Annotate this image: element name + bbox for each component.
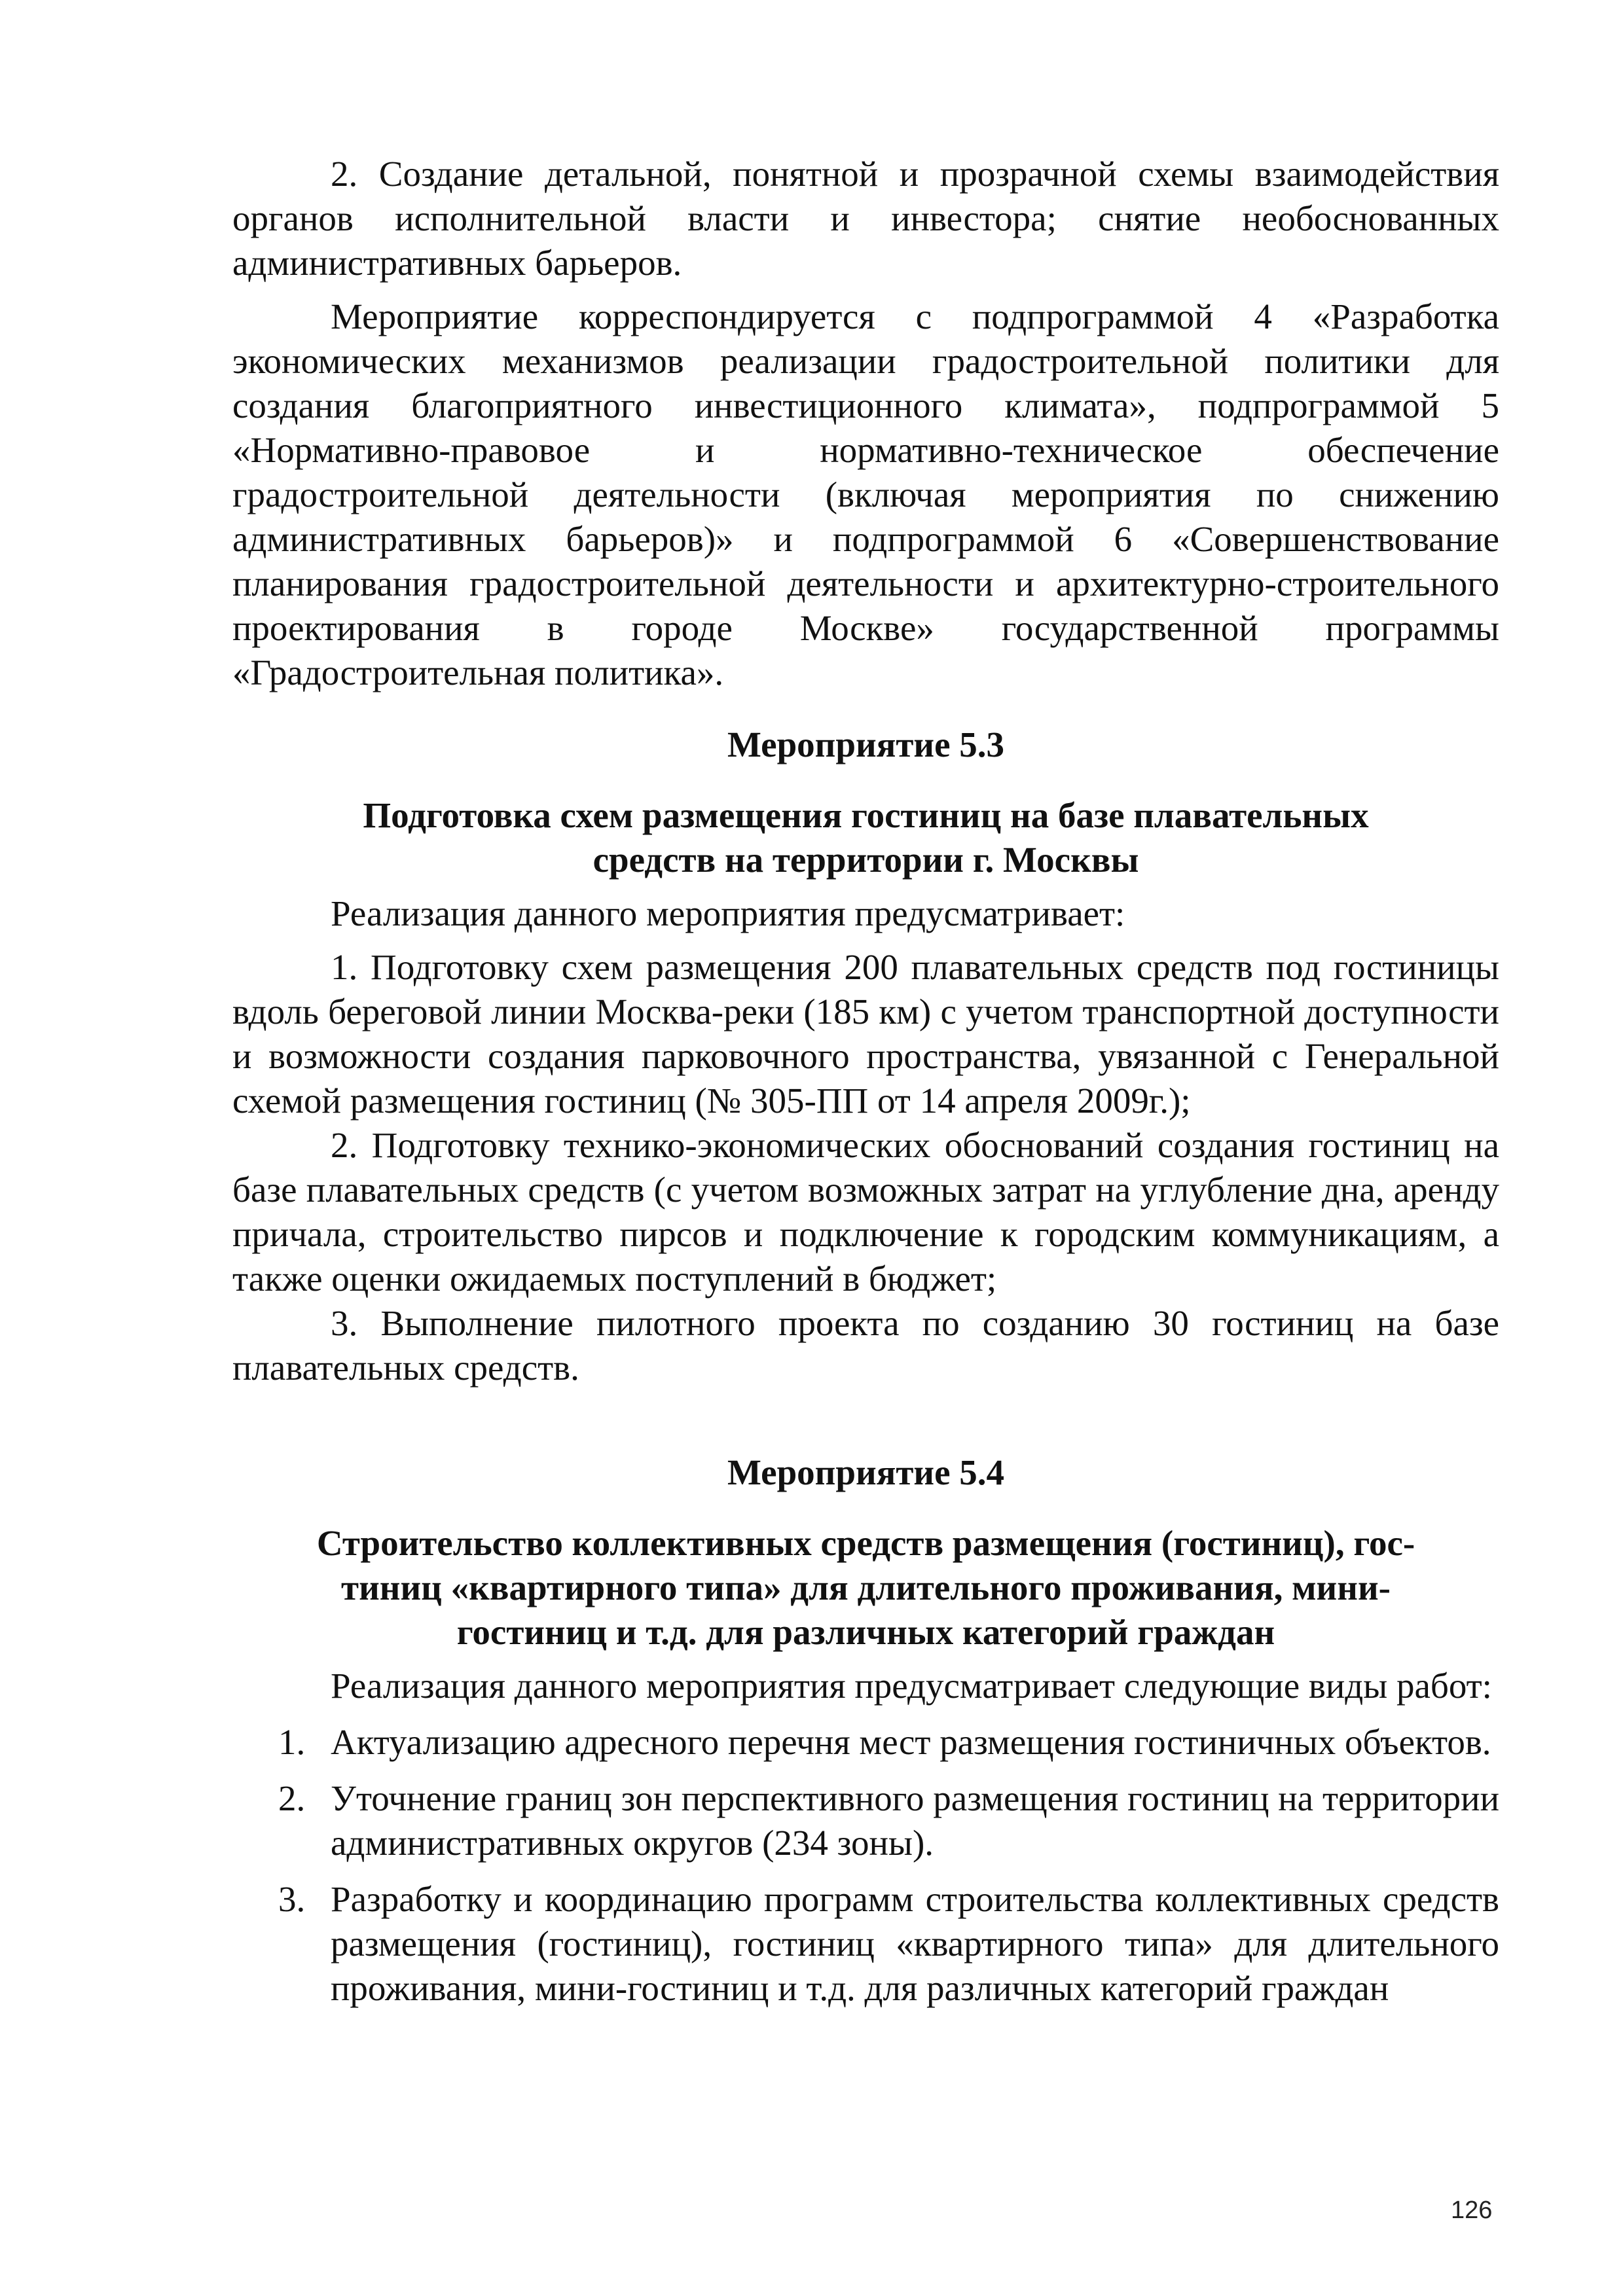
page-number: 126 [1451, 2197, 1493, 2224]
paragraph-correspondence: Мероприятие корреспондируется с подпрограммой 4 «Разработка экономических механизмов реализации градостроительной политики для создания благоприятного инвестиционного климата», подпрограммой 5 «Нормативно-правовое и нормативно-техническое обеспечение градостроительной деятельности (включая мероприятия по снижению административных барьеров)» и подпрограммой 6 «Совершенствование планирования градостроительной деятельности и архитектурно-строительного проектирования в городе Москве» государственной программы «Градостроительная политика». [232, 296, 1499, 692]
list-item [232, 1776, 1499, 1865]
section-5-4-subtitle-line-1: Строительство коллективных средств размещения (гостиниц), гос- [316, 1523, 1415, 1563]
section-5-3-subtitle-line-2: средств на территории г. Москвы [593, 840, 1139, 880]
list-item-text: Актуализацию адресного перечня мест размещения гостиничных объектов. [331, 1722, 1491, 1762]
list-item-number: 2. [278, 1778, 306, 1818]
section-5-3-item-3: 3. Выполнение пилотного проекта по созданию 30 гостиниц на базе плавательных средств. [232, 1303, 1499, 1388]
section-5-3-subtitle [232, 793, 1499, 882]
section-5-3-intro: Реализация данного мероприятия предусматривает: [331, 893, 1125, 933]
list-item-number: 1. [278, 1722, 306, 1762]
section-5-3-item-2: 2. Подготовку технико-экономических обоснований создания гостиниц на базе плавательных средств (с учетом возможных затрат на углубление дна, аренду причала, строительство пирсов и подключение к городским коммуникациям, а также оценки ожидаемых поступлений в бюджет; [232, 1125, 1499, 1299]
page-content [232, 152, 1499, 2011]
section-5-4-intro: Реализация данного мероприятия предусматривает следующие виды работ: [331, 1666, 1492, 1706]
section-5-3-item-1: 1. Подготовку схем размещения 200 плавательных средств под гостиницы вдоль береговой линии Москва-реки (185 км) с учетом транспортной доступности и возможности создания парковочного пространства, увязанной с Генеральной схемой размещения гостиниц (№ 305-ПП от 14 апреля 2009г.); [232, 947, 1499, 1121]
list-item [232, 1877, 1499, 2011]
section-5-3-title: Мероприятие 5.3 [727, 725, 1005, 764]
list-item-number: 3. [278, 1879, 306, 1919]
list-item-text: Разработку и координацию программ строительства коллективных средств размещения (гостиниц), гостиниц «квартирного типа» для длительного проживания, мини-гостиниц и т.д. для различных категорий граждан [331, 1879, 1499, 2008]
section-5-3-subtitle-line-1: Подготовка схем размещения гостиниц на базе плавательных [363, 795, 1369, 835]
section-5-4-subtitle-line-3: гостиниц и т.д. для различных категорий граждан [456, 1612, 1275, 1652]
paragraph-item-2: 2. Создание детальной, понятной и прозрачной схемы взаимодействия органов исполнительной власти и инвестора; снятие необоснованных административных барьеров. [232, 154, 1499, 283]
list-item-text: Уточнение границ зон перспективного размещения гостиниц на территории административных округов (234 зоны). [331, 1778, 1499, 1863]
section-5-4-subtitle [232, 1521, 1499, 1655]
list-item [232, 1720, 1499, 1765]
section-5-4-title: Мероприятие 5.4 [727, 1452, 1005, 1492]
section-5-4-list [232, 1720, 1499, 2011]
section-5-4-subtitle-line-2: тиниц «квартирного типа» для длительного проживания, мини- [341, 1568, 1391, 1607]
